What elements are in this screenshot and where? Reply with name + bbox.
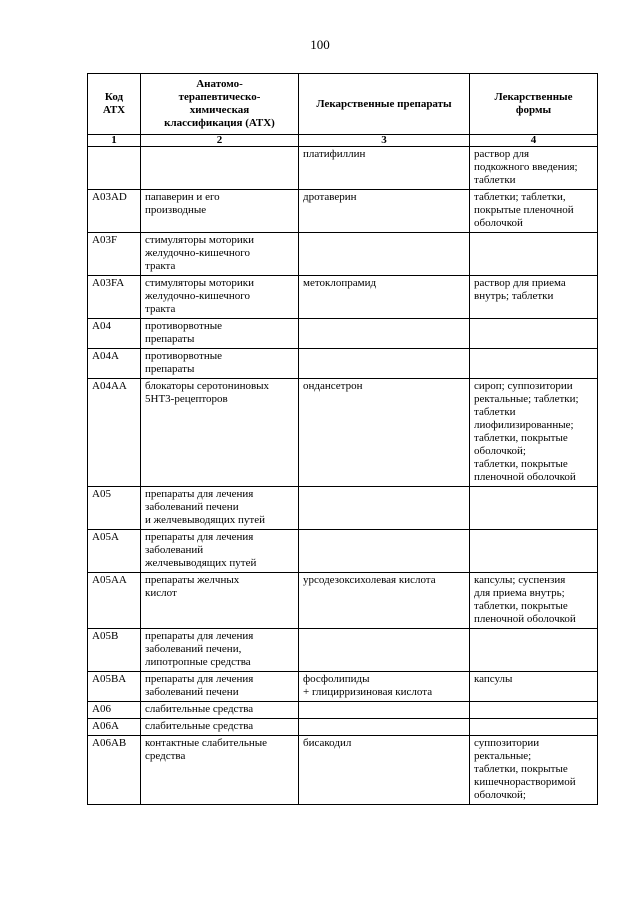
- cell-line: препараты: [145, 363, 195, 375]
- cell-line: A06: [92, 703, 111, 715]
- cell-forms: [470, 672, 598, 702]
- cell-line: для приема внутрь;: [474, 587, 565, 599]
- cell-forms: [470, 147, 598, 190]
- cell-line: платифиллин: [303, 148, 366, 160]
- cell-line: A05BA: [92, 673, 127, 685]
- column-number: 3: [299, 135, 470, 147]
- cell-line: 5НТ3-рецепторов: [145, 393, 228, 405]
- cell-line: таблетки; таблетки,: [474, 191, 566, 203]
- cell-forms: [470, 629, 598, 672]
- cell-line: сироп; суппозитории: [474, 380, 573, 392]
- cell-line: A05: [92, 488, 111, 500]
- cell-code: [88, 736, 141, 805]
- cell-drugs: [299, 349, 470, 379]
- table-row: [88, 530, 598, 573]
- cell-line: A04AA: [92, 380, 127, 392]
- cell-line: блокаторы серотониновых: [145, 380, 270, 392]
- cell-line: ректальные; таблетки;: [474, 393, 579, 405]
- table-row: [88, 719, 598, 736]
- cell-line: препараты для лечения: [145, 630, 254, 642]
- cell-forms: [470, 487, 598, 530]
- cell-code: [88, 349, 141, 379]
- cell-line: оболочкой: [474, 217, 523, 229]
- table-row: [88, 702, 598, 719]
- header-drugs: Лекарственные препараты: [299, 74, 470, 135]
- page-number: 100: [310, 37, 330, 52]
- table-row: [88, 233, 598, 276]
- table-row: [88, 190, 598, 233]
- cell-line: липотропные средства: [145, 656, 251, 668]
- cell-line: A05AA: [92, 574, 127, 586]
- cell-drugs: [299, 573, 470, 629]
- cell-line: ректальные;: [474, 750, 532, 762]
- cell-code: [88, 530, 141, 573]
- cell-line: папаверин и его: [145, 191, 220, 203]
- cell-code: [88, 319, 141, 349]
- table-row: [88, 349, 598, 379]
- cell-drugs: [299, 629, 470, 672]
- cell-line: + глицирризиновая кислота: [303, 686, 433, 698]
- cell-drugs: [299, 487, 470, 530]
- cell-drugs: [299, 719, 470, 736]
- cell-line: A04: [92, 320, 111, 332]
- cell-line: и желчевыводящих путей: [145, 514, 265, 526]
- cell-line: препараты для лечения: [145, 488, 254, 500]
- cell-line: раствор для приема: [474, 277, 566, 289]
- table-row: [88, 736, 598, 805]
- cell-line: препараты: [145, 333, 195, 345]
- cell-line: противорвотные: [145, 350, 222, 362]
- cell-forms: [470, 736, 598, 805]
- cell-line: урсодезоксихолевая кислота: [303, 574, 436, 586]
- cell-classification: [141, 719, 299, 736]
- cell-line: ондансетрон: [303, 380, 363, 392]
- cell-line: дротаверин: [303, 191, 357, 203]
- cell-line: A05B: [92, 630, 119, 642]
- header-classification: Анатомо- терапевтическо- химическая классификация (АТХ): [141, 74, 299, 135]
- cell-drugs: [299, 233, 470, 276]
- cell-line: желудочно-кишечного: [145, 247, 250, 259]
- cell-line: A04A: [92, 350, 119, 362]
- cell-line: желчевыводящих путей: [145, 557, 257, 569]
- cell-line: пленочной оболочкой: [474, 471, 576, 483]
- cell-drugs: [299, 379, 470, 487]
- cell-line: раствор для: [474, 148, 530, 160]
- cell-code: [88, 147, 141, 190]
- cell-classification: [141, 190, 299, 233]
- cell-classification: [141, 487, 299, 530]
- column-number: 2: [141, 135, 299, 147]
- cell-line: заболеваний печени: [145, 686, 239, 698]
- cell-line: таблетки, покрытые: [474, 432, 568, 444]
- cell-line: покрытые пленочной: [474, 204, 574, 216]
- cell-code: [88, 629, 141, 672]
- cell-line: слабительные средства: [145, 720, 254, 732]
- cell-line: таблетки, покрытые: [474, 458, 568, 470]
- cell-forms: [470, 190, 598, 233]
- cell-drugs: [299, 672, 470, 702]
- cell-line: стимуляторы моторики: [145, 234, 255, 246]
- cell-drugs: [299, 736, 470, 805]
- cell-line: пленочной оболочкой: [474, 613, 576, 625]
- column-number: 1: [88, 135, 141, 147]
- table-row: [88, 276, 598, 319]
- cell-code: [88, 233, 141, 276]
- column-number-row: [88, 135, 598, 147]
- cell-line: заболеваний: [145, 544, 204, 556]
- cell-classification: [141, 629, 299, 672]
- cell-drugs: [299, 702, 470, 719]
- cell-line: A06AB: [92, 737, 127, 749]
- cell-line: A06A: [92, 720, 119, 732]
- cell-line: кишечнорастворимой: [474, 776, 576, 788]
- cell-line: заболеваний печени: [145, 501, 239, 513]
- cell-forms: [470, 702, 598, 719]
- cell-line: таблетки, покрытые: [474, 763, 568, 775]
- cell-classification: [141, 233, 299, 276]
- cell-line: заболеваний печени,: [145, 643, 242, 655]
- header-row: [88, 74, 598, 135]
- cell-forms: [470, 719, 598, 736]
- header-code: Код АТХ: [88, 74, 141, 135]
- cell-forms: [470, 276, 598, 319]
- cell-drugs: [299, 276, 470, 319]
- table-body: [88, 147, 598, 805]
- cell-classification: [141, 736, 299, 805]
- cell-line: таблетки, покрытые: [474, 600, 568, 612]
- cell-line: тракта: [145, 260, 176, 272]
- cell-line: средства: [145, 750, 186, 762]
- table-row: [88, 379, 598, 487]
- cell-code: [88, 672, 141, 702]
- cell-forms: [470, 530, 598, 573]
- cell-code: [88, 487, 141, 530]
- cell-forms: [470, 349, 598, 379]
- cell-forms: [470, 379, 598, 487]
- cell-line: стимуляторы моторики: [145, 277, 255, 289]
- cell-line: внутрь; таблетки: [474, 290, 554, 302]
- cell-code: [88, 719, 141, 736]
- cell-line: противорвотные: [145, 320, 222, 332]
- cell-code: [88, 573, 141, 629]
- cell-drugs: [299, 147, 470, 190]
- table-row: [88, 573, 598, 629]
- table-row: [88, 147, 598, 190]
- cell-line: метоклопрамид: [303, 277, 377, 289]
- cell-line: кислот: [145, 587, 177, 599]
- cell-classification: [141, 530, 299, 573]
- cell-drugs: [299, 190, 470, 233]
- table-row: [88, 487, 598, 530]
- cell-classification: [141, 319, 299, 349]
- cell-line: контактные слабительные: [145, 737, 268, 749]
- cell-line: A05A: [92, 531, 119, 543]
- cell-line: препараты для лечения: [145, 673, 254, 685]
- table-row: [88, 672, 598, 702]
- cell-line: желудочно-кишечного: [145, 290, 250, 302]
- cell-code: [88, 702, 141, 719]
- cell-classification: [141, 147, 299, 190]
- cell-line: бисакодил: [303, 737, 352, 749]
- atx-table: [87, 73, 598, 805]
- cell-classification: [141, 672, 299, 702]
- cell-classification: [141, 702, 299, 719]
- cell-line: тракта: [145, 303, 176, 315]
- cell-forms: [470, 573, 598, 629]
- cell-forms: [470, 319, 598, 349]
- cell-line: производные: [145, 204, 207, 216]
- cell-line: A03F: [92, 234, 118, 246]
- cell-line: лиофилизированные;: [474, 419, 574, 431]
- cell-line: капсулы; суспензия: [474, 574, 566, 586]
- cell-line: A03AD: [92, 191, 127, 203]
- cell-line: A03FA: [92, 277, 125, 289]
- cell-line: фосфолипиды: [303, 673, 370, 685]
- cell-line: слабительные средства: [145, 703, 254, 715]
- cell-code: [88, 379, 141, 487]
- cell-classification: [141, 379, 299, 487]
- column-number: 4: [470, 135, 598, 147]
- header-forms: Лекарственные формы: [470, 74, 598, 135]
- cell-line: препараты желчных: [145, 574, 240, 586]
- cell-line: подкожного введения;: [474, 161, 578, 173]
- cell-line: капсулы: [474, 673, 513, 685]
- cell-classification: [141, 276, 299, 319]
- cell-forms: [470, 233, 598, 276]
- cell-line: препараты для лечения: [145, 531, 254, 543]
- table-row: [88, 319, 598, 349]
- cell-line: таблетки: [474, 174, 516, 186]
- cell-classification: [141, 573, 299, 629]
- cell-code: [88, 190, 141, 233]
- cell-drugs: [299, 319, 470, 349]
- cell-classification: [141, 349, 299, 379]
- table-row: [88, 629, 598, 672]
- cell-line: оболочкой;: [474, 445, 526, 457]
- cell-line: суппозитории: [474, 737, 540, 749]
- cell-code: [88, 276, 141, 319]
- cell-drugs: [299, 530, 470, 573]
- cell-line: таблетки: [474, 406, 516, 418]
- cell-line: оболочкой;: [474, 789, 526, 801]
